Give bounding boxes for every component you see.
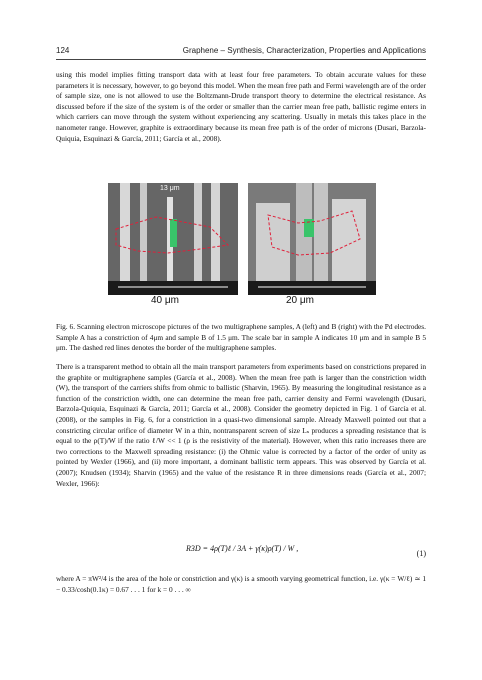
equation-body: R3D = 4ρ(T)ℓ / 3A + γ(κ)ρ(T) / W , bbox=[186, 544, 299, 553]
scale-bar-label-a: 40 μm bbox=[151, 295, 179, 306]
equation-1 bbox=[56, 540, 426, 568]
body-paragraph-1: using this model implies fitting transport data with at least four free parameters. To obtain accurate values for these parameters it is necessary, however, to go beyond this model. When the mean free path and Fermi wavelength are of the order of sample size, one is not allowed to use the Boltzmann-Drude transport theory to determine the electrical resistance. As discussed before if the size of the system is of the order or smaller than the carrier mean free path, ballistic regime enters in which carriers can move through the system without experiencing any scattering. Usually in metals this takes place in the nanometer range. However, graphite is extraordinary because its mean free path is of the order of microns (Dusari, Barzola-Quiquia, Esquinazi & García, 2011; García et al., 2008). bbox=[56, 70, 426, 143]
sem-image-sample-b bbox=[248, 183, 376, 295]
page-number: 124 bbox=[56, 46, 70, 55]
body-paragraph-3: where A = πW²/4 is the area of the hole or constriction and γ(κ) is a smooth varying geometrical function, i.e. γ(κ = W/ℓ) ≃ 1 − 0.33/cosh(0.1κ) = 0.67 . . . 1 for k = 0 . . . ∞ bbox=[56, 574, 426, 594]
header-rule bbox=[56, 59, 426, 60]
body-paragraph-2: There is a transparent method to obtain all the main transport parameters from experiments based on constrictions prepared in the graphite or multigraphene samples (García et al., 2008). When the mean free path is larger than the constriction width (W), the transport of the carriers shifts from ohmic to ballistic (Sharvin, 1965). By measuring the longitudinal resistance as a function of the constriction width, one can determine the mean free path, carrier density and Fermi wavelength (Dusari, Barzola-Quiquia, Esquinazi & García, 2011; García et al., 2008). Consider the geometry depicted in Fig. 1 of García et al. (2008), or the samples in Fig. 6, for a constriction in a quasi-two dimensional sample. Already Maxwell pointed out that a constricting circular orifice of diameter W in a thin, nontransparent screen of size Lₛ produces a spreading resistance that is equal to the ρ(T)/W if the ratio ℓ/W << 1 (ρ is the resistivity of the material). However, when this ratio increases there are two corrections to the Maxwell spreading resistance: (i) the Ohmic value is corrected by a factor of the order of unity as pointed by Wexler (1966), and (ii) more important, a dominant ballistic term appears. This was observed by García et al. (2007); Knudsen (1934); Sharvin (1965) and the value of the resistance R in three dimensions reads (García et al., 2007; Wexler, 1966): bbox=[56, 362, 426, 488]
page-header bbox=[56, 46, 426, 58]
inset-scale-label: 13 μm bbox=[160, 185, 180, 192]
equation-number: (1) bbox=[416, 549, 426, 558]
figure-caption: Fig. 6. Scanning electron microscope pictures of the two multigraphene samples, A (left) and B (right) with the Pd electrodes. Sample A has a constriction of 4μm and sample B of 1.5 μm. The scale bar in sample A indicates 10 μm and in sample B 5 μm. The dashed red lines denotes the border of the multigraphene samples. bbox=[56, 322, 426, 353]
scale-bar-label-b: 20 μm bbox=[286, 295, 314, 306]
sem-figure bbox=[108, 183, 376, 311]
sem-image-sample-a bbox=[108, 183, 238, 295]
running-title: Graphene – Synthesis, Characterization, Properties and Applications bbox=[182, 46, 426, 55]
